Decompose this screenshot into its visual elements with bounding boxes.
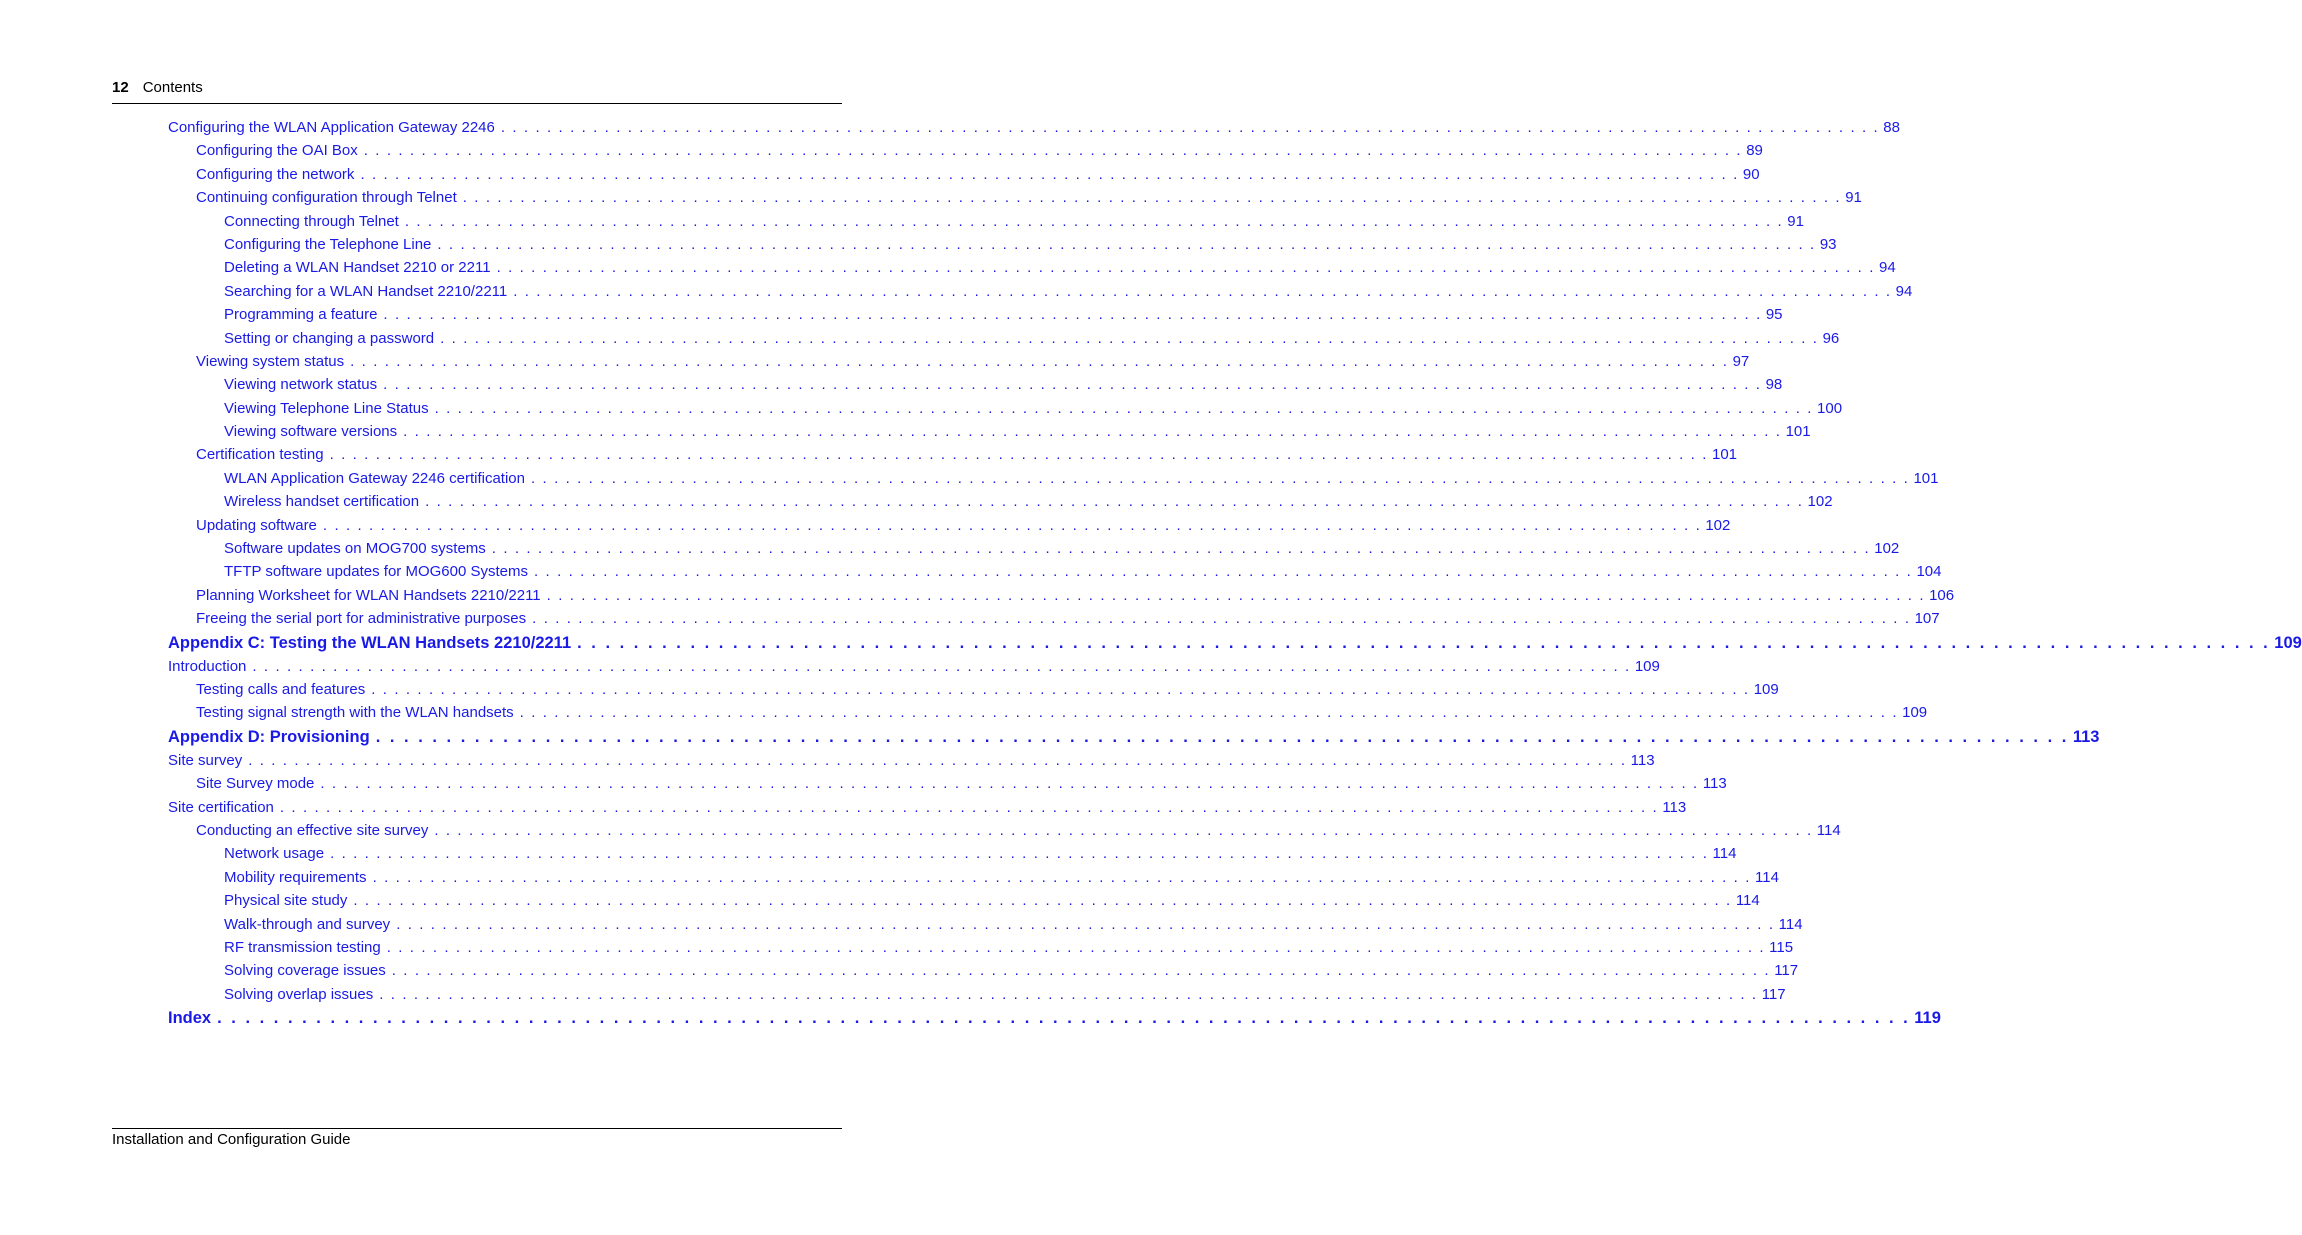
toc-entry-title: Mobility requirements bbox=[224, 868, 367, 886]
toc-entry[interactable] bbox=[168, 704, 1928, 727]
toc-entry[interactable] bbox=[168, 259, 1896, 282]
toc-entry-title: Configuring the WLAN Application Gateway 2246 bbox=[168, 119, 495, 136]
toc-entry-page: 88 bbox=[1883, 119, 1900, 136]
dot-leader: . . . . . . . . . . . . . . . . . . . . . . . . . . . . . . . . . . . . . . . . . . . . . . . . . . . . . . . . . . . . . . . . . . . . . . . . . . . . . . . . . . . . . . . . . . . . . . . . . . . . . . . . . . . . . . . . . . . . . . . . bbox=[322, 516, 1702, 534]
toc-entry-title: Configuring the OAI Box bbox=[196, 142, 358, 160]
toc-entry[interactable] bbox=[168, 868, 1779, 892]
toc-entry[interactable] bbox=[168, 282, 1913, 306]
toc-entry[interactable] bbox=[168, 563, 1942, 586]
dot-leader: . . . . . . . . . . . . . . . . . . . . . . . . . . . . . . . . . . . . . . . . . . . . . . . . . . . . . . . . . . . . . . . . . . . . . . . . . . . . . . . . . . . . . . . . . . . . . . . . . . . . . . . . . . . . . . . . . . . . . . . . bbox=[379, 985, 1758, 1003]
toc-entry[interactable] bbox=[168, 821, 1841, 845]
dot-leader: . . . . . . . . . . . . . . . . . . . . . . . . . . . . . . . . . . . . . . . . . . . . . . . . . . . . . . . . . . . . . . . . . . . . . . . . . . . . . . . . . . . . . . . . . . . . . . . . . . . . . . . . . . . . . . . . . . . . . . . . bbox=[434, 821, 1813, 839]
toc-entry-title: Configuring the network bbox=[196, 165, 355, 183]
toc-entry-page: 114 bbox=[1735, 892, 1760, 910]
toc-entry[interactable] bbox=[168, 235, 1837, 259]
dot-leader: . . . . . . . . . . . . . . . . . . . . . . . . . . . . . . . . . . . . . . . . . . . . . . . . . . . . . . . . . . . . . . . . . . . . . . . . . . . . . . . . . . . . . . . . . . . . . . . . . . . . . . . . . . . . . . . . . . . . . . . . bbox=[577, 633, 2271, 652]
toc-entry-page: 114 bbox=[1778, 915, 1803, 933]
toc-entry-page: 109 bbox=[1902, 704, 1928, 722]
toc-entry[interactable] bbox=[168, 376, 1783, 399]
toc-entry[interactable] bbox=[168, 119, 1900, 142]
dot-leader: . . . . . . . . . . . . . . . . . . . . . . . . . . . . . . . . . . . . . . . . . . . . . . . . . . . . . . . . . . . . . . . . . . . . . . . . . . . . . . . . . . . . . . . . . . . . . . . . . . . . . . . . . . . . . . . . . . . . . . . . bbox=[440, 329, 1819, 347]
toc-entry[interactable] bbox=[168, 938, 1794, 962]
dot-leader: . . . . . . . . . . . . . . . . . . . . . . . . . . . . . . . . . . . . . . . . . . . . . . . . . . . . . . . . . . . . . . . . . . . . . . . . . . . . . . . . . . . . . . . . . . . . . . . . . . . . . . . . . . . . . . . . . . . . . . . . bbox=[496, 259, 1875, 277]
toc-entry-page: 101 bbox=[1785, 423, 1811, 441]
toc-entry-title: Configuring the Telephone Line bbox=[224, 235, 432, 253]
dot-leader: . . . . . . . . . . . . . . . . . . . . . . . . . . . . . . . . . . . . . . . . . . . . . . . . . . . . . . . . . . . . . . . . . . . . . . . . . . . . . . . . . . . . . . . . . . . . . . . . . . . . . . . . . . . . . . . . . . . . . . . . bbox=[519, 704, 1899, 722]
dot-leader: . . . . . . . . . . . . . . . . . . . . . . . . . . . . . . . . . . . . . . . . . . . . . . . . . . . . . . . . . . . . . . . . . . . . . . . . . . . . . . . . . . . . . . . . . . . . . . . . . . . . . . . . . . . . . . . . . . . . . . . . bbox=[546, 586, 1926, 604]
toc-entry-title: Certification testing bbox=[196, 446, 324, 464]
toc-entry-page: 94 bbox=[1895, 282, 1913, 300]
toc-entry-title: Freeing the serial port for administrative purposes bbox=[196, 610, 527, 628]
dot-leader: . . . . . . . . . . . . . . . . . . . . . . . . . . . . . . . . . . . . . . . . . . . . . . . . . . . . . . . . . . . . . . . . . . . . . . . . . . . . . . . . . . . . . . . . . . . . . . . . . . . . . . . . . . . . . . . . . . . . . . . . bbox=[383, 306, 1762, 324]
toc-entry[interactable] bbox=[168, 633, 2302, 658]
toc-entry-title: Software updates on MOG700 systems bbox=[224, 540, 486, 558]
toc-entry-page: 102 bbox=[1705, 516, 1731, 534]
toc-entry-title: Solving overlap issues bbox=[224, 985, 374, 1003]
toc-entry[interactable] bbox=[168, 142, 1763, 165]
toc-entry[interactable] bbox=[168, 845, 1737, 868]
toc-entry-title: Viewing Telephone Line Status bbox=[224, 399, 429, 417]
toc-entry-page: 114 bbox=[1816, 821, 1841, 839]
page-header bbox=[112, 79, 842, 96]
dot-leader: . . . . . . . . . . . . . . . . . . . . . . . . . . . . . . . . . . . . . . . . . . . . . . . . . . . . . . . . . . . . . . . . . . . . . . . . . . . . . . . . . . . . . . . . . . . . . . . . . . . . . . . . . . . . . . . . . . . . . . . . bbox=[404, 212, 1784, 230]
toc-entry-page: 107 bbox=[1914, 610, 1940, 628]
toc-entry[interactable] bbox=[168, 516, 1731, 540]
dot-leader: . . . . . . . . . . . . . . . . . . . . . . . . . . . . . . . . . . . . . . . . . . . . . . . . . . . . . . . . . . . . . . . . . . . . . . . . . . . . . . . . . . . . . . . . . . . . . . . . . . . . . . . . . . . . . . . . . . . . . . . . bbox=[320, 775, 1699, 793]
dot-leader: . . . . . . . . . . . . . . . . . . . . . . . . . . . . . . . . . . . . . . . . . . . . . . . . . . . . . . . . . . . . . . . . . . . . . . . . . . . . . . . . . . . . . . . . . . . . . . . . . . . . . . . . . . . . . . . . . . . . . . . . bbox=[330, 845, 1709, 863]
toc-entry[interactable] bbox=[168, 962, 1799, 985]
toc-entry-page: 113 bbox=[1662, 798, 1687, 816]
toc-entry-page: 106 bbox=[1929, 586, 1955, 604]
toc-entry-page: 114 bbox=[1712, 845, 1737, 863]
toc-entry-page: 95 bbox=[1765, 306, 1783, 324]
toc-entry-title: Viewing network status bbox=[224, 376, 378, 394]
page-number: 12 bbox=[112, 79, 129, 96]
toc-entry[interactable] bbox=[168, 657, 1660, 681]
toc-entry-page: 91 bbox=[1787, 212, 1804, 230]
toc-entry[interactable] bbox=[168, 189, 1862, 212]
dot-leader: . . . . . . . . . . . . . . . . . . . . . . . . . . . . . . . . . . . . . . . . . . . . . . . . . . . . . . . . . . . . . . . . . . . . . . . . . . . . . . . . . . . . . . . . . . . . . . . . . . . . . . . . . . . . . . . . . . . . . . . . bbox=[391, 962, 1771, 980]
toc-entry-title: Introduction bbox=[168, 657, 247, 675]
toc-entry-page: 94 bbox=[1879, 259, 1896, 277]
toc-entry-page: 90 bbox=[1742, 165, 1760, 183]
toc-entry-page: 109 bbox=[1634, 657, 1660, 675]
toc-entry-title: Site survey bbox=[168, 751, 243, 769]
dot-leader: . . . . . . . . . . . . . . . . . . . . . . . . . . . . . . . . . . . . . . . . . . . . . . . . . . . . . . . . . . . . . . . . . . . . . . . . . . . . . . . . . . . . . . . . . . . . . . . . . . . . . . . . . . . . . . . . . . . . . . . . bbox=[248, 751, 1627, 769]
toc-entry[interactable] bbox=[168, 751, 1655, 775]
toc-entry-title: Appendix D: Provisioning bbox=[168, 727, 370, 746]
section-title: Contents bbox=[142, 79, 203, 96]
toc-entry-title: Conducting an effective site survey bbox=[196, 821, 429, 839]
toc-entry-page: 98 bbox=[1765, 376, 1783, 394]
toc-entry-title: Site certification bbox=[168, 798, 274, 816]
toc-entry-title: Solving coverage issues bbox=[224, 962, 386, 980]
toc-entry-title: Searching for a WLAN Handset 2210/2211 bbox=[224, 282, 508, 300]
toc-entry-page: 102 bbox=[1807, 493, 1833, 511]
toc-entry[interactable] bbox=[168, 540, 1900, 563]
dot-leader: . . . . . . . . . . . . . . . . . . . . . . . . . . . . . . . . . . . . . . . . . . . . . . . . . . . . . . . . . . . . . . . . . . . . . . . . . . . . . . . . . . . . . . . . . . . . . . . . . . . . . . . . . . . . . . . . . . . . . . . . bbox=[372, 868, 1751, 886]
dot-leader: . . . . . . . . . . . . . . . . . . . . . . . . . . . . . . . . . . . . . . . . . . . . . . . . . . . . . . . . . . . . . . . . . . . . . . . . . . . . . . . . . . . . . . . . . . . . . . . . . . . . . . . . . . . . . . . . . . . . . . . . bbox=[363, 142, 1743, 160]
toc-entry-page: 113 bbox=[2072, 727, 2100, 746]
toc-entry[interactable] bbox=[168, 493, 1833, 516]
toc-entry-title: RF transmission testing bbox=[224, 938, 381, 956]
toc-entry-page: 117 bbox=[1774, 962, 1799, 980]
dot-leader: . . . . . . . . . . . . . . . . . . . . . . . . . . . . . . . . . . . . . . . . . . . . . . . . . . . . . . . . . . . . . . . . . . . . . . . . . . . . . . . . . . . . . . . . . . . . . . . . . . . . . . . . . . . . . . . . . . . . . . . . bbox=[396, 915, 1775, 933]
toc-entry-title: Testing calls and features bbox=[196, 680, 366, 698]
dot-leader: . . . . . . . . . . . . . . . . . . . . . . . . . . . . . . . . . . . . . . . . . . . . . . . . . . . . . . . . . . . . . . . . . . . . . . . . . . . . . . . . . . . . . . . . . . . . . . . . . . . . . . . . . . . . . . . . . . . . . . . . bbox=[252, 657, 1631, 675]
toc-entry-title: Setting or changing a password bbox=[224, 329, 435, 347]
toc-entry-page: 97 bbox=[1732, 352, 1750, 370]
toc-entry-title: Planning Worksheet for WLAN Handsets 2210/2211 bbox=[196, 586, 541, 604]
toc-entry-title: Physical site study bbox=[224, 892, 348, 910]
toc-entry-title: Connecting through Telnet bbox=[224, 212, 399, 230]
dot-leader: . . . . . . . . . . . . . . . . . . . . . . . . . . . . . . . . . . . . . . . . . . . . . . . . . . . . . . . . . . . . . . . . . . . . . . . . . . . . . . . . . . . . . . . . . . . . . . . . . . . . . . . . . . . . . . . . . . . . . . . . bbox=[513, 282, 1892, 300]
header-rule bbox=[112, 103, 842, 104]
toc-entry-title: Viewing software versions bbox=[224, 423, 398, 441]
toc-entry-title: Programming a feature bbox=[224, 306, 378, 324]
page-footer: Installation and Configuration Guide bbox=[112, 1131, 351, 1148]
toc-entry[interactable] bbox=[168, 892, 1760, 915]
dot-leader: . . . . . . . . . . . . . . . . . . . . . . . . . . . . . . . . . . . . . . . . . . . . . . . . . . . . . . . . . . . . . . . . . . . . . . . . . . . . . . . . . . . . . . . . . . . . . . . . . . . . . . . . . . . . . . . . . . . . . . . . bbox=[350, 352, 1729, 370]
toc-entry-title: Site Survey mode bbox=[196, 775, 315, 793]
toc-entry[interactable] bbox=[168, 610, 1940, 633]
toc-entry-page: 100 bbox=[1817, 399, 1843, 417]
dot-leader: . . . . . . . . . . . . . . . . . . . . . . . . . . . . . . . . . . . . . . . . . . . . . . . . . . . . . . . . . . . . . . . . . . . . . . . . . . . . . . . . . . . . . . . . . . . . . . . . . . . . . . . . . . . . . . . . . . . . . . . . bbox=[353, 892, 1732, 910]
toc-entry[interactable] bbox=[168, 352, 1750, 376]
toc-entry-title: Testing signal strength with the WLAN handsets bbox=[196, 704, 514, 722]
toc-entry-title: Viewing system status bbox=[196, 352, 345, 370]
toc-entry[interactable] bbox=[168, 586, 1955, 610]
toc-entry-page: 101 bbox=[1712, 446, 1738, 464]
toc-entry-page: 102 bbox=[1874, 540, 1900, 558]
dot-leader: . . . . . . . . . . . . . . . . . . . . . . . . . . . . . . . . . . . . . . . . . . . . . . . . . . . . . . . . . . . . . . . . . . . . . . . . . . . . . . . . . . . . . . . . . . . . . . . . . . . . . . . . . . . . . . . . . . . . . . . . bbox=[491, 540, 1871, 558]
toc-entry[interactable] bbox=[168, 212, 1804, 236]
footer-rule bbox=[112, 1128, 842, 1129]
dot-leader: . . . . . . . . . . . . . . . . . . . . . . . . . . . . . . . . . . . . . . . . . . . . . . . . . . . . . . . . . . . . . . . . . . . . . . . . . . . . . . . . . . . . . . . . . . . . . . . . . . . . . . . . . . . . . . . . . . . . . . . . bbox=[434, 399, 1814, 417]
toc-entry-page: 115 bbox=[1769, 938, 1794, 956]
toc-entry-page: 113 bbox=[1630, 751, 1655, 769]
dot-leader: . . . . . . . . . . . . . . . . . . . . . . . . . . . . . . . . . . . . . . . . . . . . . . . . . . . . . . . . . . . . . . . . . . . . . . . . . . . . . . . . . . . . . . . . . . . . . . . . . . . . . . . . . . . . . . . . . . . . . . . . bbox=[360, 165, 1739, 183]
dot-leader: . . . . . . . . . . . . . . . . . . . . . . . . . . . . . . . . . . . . . . . . . . . . . . . . . . . . . . . . . . . . . . . . . . . . . . . . . . . . . . . . . . . . . . . . . . . . . . . . . . . . . . . . . . . . . . . . . . . . . . . . bbox=[383, 376, 1762, 394]
dot-leader: . . . . . . . . . . . . . . . . . . . . . . . . . . . . . . . . . . . . . . . . . . . . . . . . . . . . . . . . . . . . . . . . . . . . . . . . . . . . . . . . . . . . . . . . . . . . . . . . . . . . . . . . . . . . . . . . . . . . . . . . bbox=[437, 235, 1816, 253]
dot-leader: . . . . . . . . . . . . . . . . . . . . . . . . . . . . . . . . . . . . . . . . . . . . . . . . . . . . . . . . . . . . . . . . . . . . . . . . . . . . . . . . . . . . . . . . . . . . . . . . . . . . . . . . . . . . . . . . . . . . . . . . bbox=[403, 423, 1782, 441]
toc-entry-title: Walk-through and survey bbox=[224, 915, 391, 933]
dot-leader: . . . . . . . . . . . . . . . . . . . . . . . . . . . . . . . . . . . . . . . . . . . . . . . . . . . . . . . . . . . . . . . . . . . . . . . . . . . . . . . . . . . . . . . . . . . . . . . . . . . . . . . . . . . . . . . . . . . . . . . . bbox=[500, 119, 1880, 136]
toc-entry-title: Deleting a WLAN Handset 2210 or 2211 bbox=[224, 259, 491, 277]
toc-entry-page: 96 bbox=[1822, 329, 1840, 347]
toc-entry-title: Wireless handset certification bbox=[224, 493, 420, 511]
dot-leader: . . . . . . . . . . . . . . . . . . . . . . . . . . . . . . . . . . . . . . . . . . . . . . . . . . . . . . . . . . . . . . . . . . . . . . . . . . . . . . . . . . . . . . . . . . . . . . . . . . . . . . . . . . . . . . . . . . . . . . . . bbox=[532, 610, 1911, 628]
toc-entry[interactable] bbox=[168, 985, 1786, 1009]
toc-entry-title: Network usage bbox=[224, 845, 325, 863]
toc-entry[interactable] bbox=[168, 798, 1687, 822]
dot-leader: . . . . . . . . . . . . . . . . . . . . . . . . . . . . . . . . . . . . . . . . . . . . . . . . . . . . . . . . . . . . . . . . . . . . . . . . . . . . . . . . . . . . . . . . . . . . . . . . . . . . . . . . . . . . . . . . . . . . . . . . bbox=[217, 1009, 1911, 1028]
toc-entry-page: 101 bbox=[1913, 469, 1939, 487]
dot-leader: . . . . . . . . . . . . . . . . . . . . . . . . . . . . . . . . . . . . . . . . . . . . . . . . . . . . . . . . . . . . . . . . . . . . . . . . . . . . . . . . . . . . . . . . . . . . . . . . . . . . . . . . . . . . . . . . . . . . . . . . bbox=[534, 563, 1913, 581]
toc-entry[interactable] bbox=[168, 399, 1843, 423]
toc-entry-page: 119 bbox=[1914, 1009, 1941, 1028]
toc-entry-title: Index bbox=[168, 1009, 212, 1028]
dot-leader: . . . . . . . . . . . . . . . . . . . . . . . . . . . . . . . . . . . . . . . . . . . . . . . . . . . . . . . . . . . . . . . . . . . . . . . . . . . . . . . . . . . . . . . . . . . . . . . . . . . . . . . . . . . . . . . . . . . . . . . . bbox=[425, 493, 1804, 511]
toc-entry[interactable] bbox=[168, 329, 1840, 353]
toc-entry-page: 93 bbox=[1819, 235, 1837, 253]
toc-entry-page: 114 bbox=[1755, 868, 1779, 886]
toc-entry[interactable] bbox=[168, 165, 1760, 189]
toc-entry-page: 91 bbox=[1845, 189, 1862, 207]
toc-entry-page: 89 bbox=[1746, 142, 1763, 160]
toc-entry-title: WLAN Application Gateway 2246 certification bbox=[224, 469, 525, 487]
dot-leader: . . . . . . . . . . . . . . . . . . . . . . . . . . . . . . . . . . . . . . . . . . . . . . . . . . . . . . . . . . . . . . . . . . . . . . . . . . . . . . . . . . . . . . . . . . . . . . . . . . . . . . . . . . . . . . . . . . . . . . . . bbox=[386, 938, 1766, 956]
dot-leader: . . . . . . . . . . . . . . . . . . . . . . . . . . . . . . . . . . . . . . . . . . . . . . . . . . . . . . . . . . . . . . . . . . . . . . . . . . . . . . . . . . . . . . . . . . . . . . . . . . . . . . . . . . . . . . . . . . . . . . . . bbox=[375, 727, 2069, 746]
dot-leader: . . . . . . . . . . . . . . . . . . . . . . . . . . . . . . . . . . . . . . . . . . . . . . . . . . . . . . . . . . . . . . . . . . . . . . . . . . . . . . . . . . . . . . . . . . . . . . . . . . . . . . . . . . . . . . . . . . . . . . . . bbox=[531, 469, 1910, 487]
toc-entry[interactable] bbox=[168, 469, 1939, 493]
dot-leader: . . . . . . . . . . . . . . . . . . . . . . . . . . . . . . . . . . . . . . . . . . . . . . . . . . . . . . . . . . . . . . . . . . . . . . . . . . . . . . . . . . . . . . . . . . . . . . . . . . . . . . . . . . . . . . . . . . . . . . . . bbox=[371, 680, 1750, 698]
toc-entry-page: 109 bbox=[2274, 633, 2302, 652]
toc-entry-title: TFTP software updates for MOG600 Systems bbox=[224, 563, 528, 581]
toc-entry[interactable] bbox=[168, 446, 1738, 469]
toc-entry[interactable] bbox=[168, 915, 1803, 939]
table-of-contents bbox=[168, 119, 2302, 1033]
toc-entry[interactable] bbox=[168, 727, 2100, 752]
toc-entry-page: 113 bbox=[1702, 775, 1727, 793]
toc-entry-title: Updating software bbox=[196, 516, 317, 534]
toc-entry[interactable] bbox=[168, 1009, 1941, 1033]
toc-entry-title: Continuing configuration through Telnet bbox=[196, 189, 457, 207]
dot-leader: . . . . . . . . . . . . . . . . . . . . . . . . . . . . . . . . . . . . . . . . . . . . . . . . . . . . . . . . . . . . . . . . . . . . . . . . . . . . . . . . . . . . . . . . . . . . . . . . . . . . . . . . . . . . . . . . . . . . . . . . bbox=[329, 446, 1708, 464]
toc-entry[interactable] bbox=[168, 306, 1783, 329]
toc-entry[interactable] bbox=[168, 680, 1779, 704]
toc-entry-page: 117 bbox=[1761, 985, 1786, 1003]
toc-entry[interactable] bbox=[168, 423, 1811, 446]
toc-entry-page: 109 bbox=[1753, 680, 1779, 698]
toc-entry-title: Appendix C: Testing the WLAN Handsets 2210/2211 bbox=[168, 633, 572, 652]
toc-entry[interactable] bbox=[168, 775, 1727, 798]
dot-leader: . . . . . . . . . . . . . . . . . . . . . . . . . . . . . . . . . . . . . . . . . . . . . . . . . . . . . . . . . . . . . . . . . . . . . . . . . . . . . . . . . . . . . . . . . . . . . . . . . . . . . . . . . . . . . . . . . . . . . . . . bbox=[462, 189, 1842, 207]
dot-leader: . . . . . . . . . . . . . . . . . . . . . . . . . . . . . . . . . . . . . . . . . . . . . . . . . . . . . . . . . . . . . . . . . . . . . . . . . . . . . . . . . . . . . . . . . . . . . . . . . . . . . . . . . . . . . . . . . . . . . . . . bbox=[279, 798, 1659, 816]
toc-entry-page: 104 bbox=[1916, 563, 1942, 581]
